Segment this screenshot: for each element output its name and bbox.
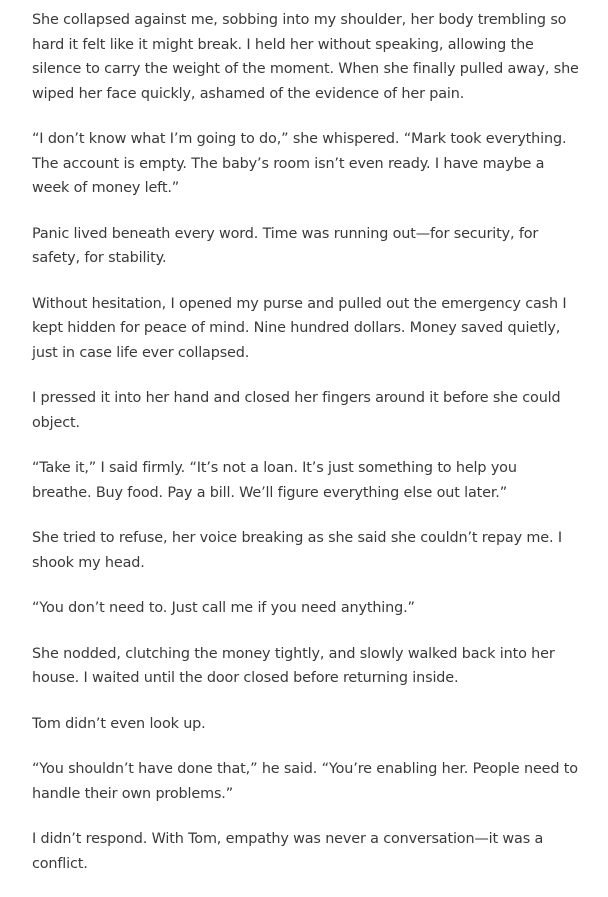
paragraph: “You don’t need to. Just call me if you need anything.” [32, 600, 415, 616]
paragraph: “You shouldn’t have done that,” he said. “You’re enabling her. People need to handle their own problems.” [32, 761, 578, 802]
article-body [32, 8, 580, 897]
paragraph: She nodded, clutching the money tightly, and slowly walked back into her house. I waited until the door closed before returning inside. [32, 645, 555, 686]
paragraph: Tom didn’t even look up. [32, 715, 206, 732]
paragraph: She tried to refuse, her voice breaking as she said she couldn’t repay me. I shook my head. [32, 530, 562, 571]
paragraph: I didn’t respond. With Tom, empathy was never a conversation—it was a conflict. [32, 831, 544, 872]
paragraph: Without hesitation, I opened my purse and pulled out the emergency cash I kept hidden for peace of mind. Nine hundred dollars. Money saved quietly, just in case life ever collapsed. [32, 295, 567, 361]
paragraph: “I don’t know what I’m going to do,” she whispered. “Mark took everything. The account is empty. The baby’s room isn’t even ready. I have maybe a week of money left.” [32, 131, 567, 196]
paragraph: “Take it,” I said firmly. “It’s not a loan. It’s just something to help you breathe. Buy food. Pay a bill. We’ll figure everything else out later.” [32, 460, 517, 501]
paragraph: I pressed it into her hand and closed her fingers around it before she could object. [32, 390, 561, 431]
paragraph: She collapsed against me, sobbing into my shoulder, her body trembling so hard it felt like it might break. I held her without speaking, allowing the silence to carry the weight of the moment. When she finally pulled away, she wiped her face quickly, ashamed of the evidence of her pain. [32, 12, 579, 102]
paragraph: Panic lived beneath every word. Time was running out—for security, for safety, for stability. [32, 225, 539, 266]
